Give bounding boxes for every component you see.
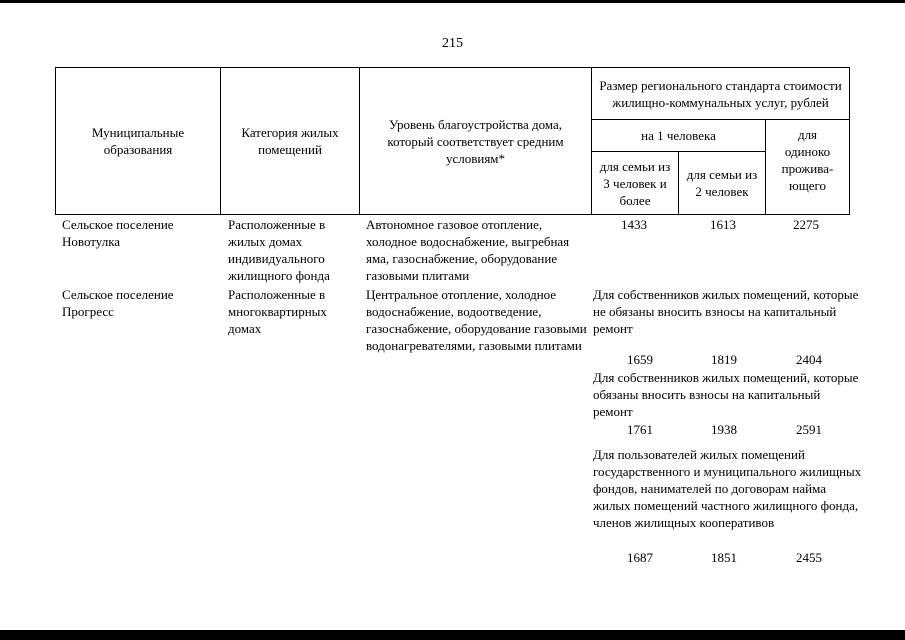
row2-group3-value-family2: 1851 bbox=[711, 550, 737, 565]
header-single-text: для одиноко прожива-ющего bbox=[781, 127, 834, 193]
row2-municipality: Сельское поселение Прогресс bbox=[62, 287, 174, 319]
row2-group2-value-single: 2591 bbox=[796, 422, 822, 437]
row2-group1-value-single: 2404 bbox=[796, 352, 822, 367]
header-amenities-text: Уровень благоустройства дома, который соответствует средним условиям* bbox=[387, 116, 564, 166]
row1-value-family3: 1433 bbox=[621, 217, 647, 232]
header-municipality-text: Муниципальные образования bbox=[91, 125, 185, 157]
header-amenities bbox=[359, 67, 592, 215]
row1-municipality: Сельское поселение Новотулка bbox=[62, 217, 174, 249]
top-scan-border bbox=[0, 0, 905, 3]
row2-group2-note: Для собственников жилых помещений, которые обязаны вносить взносы на капитальный ремонт bbox=[593, 370, 859, 419]
row2-group1-value-family2: 1819 bbox=[711, 352, 737, 367]
row2-group2-value-family3: 1761 bbox=[627, 422, 653, 437]
header-per-person-text: на 1 человека bbox=[641, 128, 716, 143]
header-family3-text: для семьи из 3 человек и более bbox=[599, 158, 671, 208]
row2-group1-value-family3: 1659 bbox=[627, 352, 653, 367]
header-single bbox=[765, 119, 850, 215]
bottom-scan-border bbox=[0, 630, 905, 640]
header-municipality bbox=[55, 67, 221, 215]
row1-category: Расположенные в жилых домах индивидуального жилищного фонда bbox=[228, 217, 330, 283]
header-family2 bbox=[678, 151, 766, 215]
row1-amenities: Автономное газовое отопление, холодное водоснабжение, выгребная яма, газоснабжение, оборудование газовыми плитами bbox=[366, 217, 570, 283]
page-number: 215 bbox=[442, 36, 463, 51]
row2-category: Расположенные в многоквартирных домах bbox=[228, 287, 327, 336]
row2-group3-note: Для пользователей жилых помещений государственного и муниципального жилищных фондов, нанимателей по договорам найма жилых помещений частного жилищного фонда, членов жилищных кооперативов bbox=[593, 447, 862, 530]
row2-group1-note: Для собственников жилых помещений, которые не обязаны вносить взносы на капитальный ремонт bbox=[593, 287, 859, 336]
row1-value-single: 2275 bbox=[793, 217, 819, 232]
row2-group3-value-family3: 1687 bbox=[627, 550, 653, 565]
header-category-text: Категория жилых помещений bbox=[241, 125, 339, 157]
row2-amenities: Центральное отопление, холодное водоснабжение, водоотведение, газоснабжение, оборудование газовыми водонагревателями, газовыми плитами bbox=[366, 287, 587, 353]
header-per-person bbox=[591, 119, 766, 152]
row1-value-family2: 1613 bbox=[710, 217, 736, 232]
header-category bbox=[220, 67, 360, 215]
header-family2-text: для семьи из 2 человек bbox=[686, 167, 758, 199]
row2-group3-value-single: 2455 bbox=[796, 550, 822, 565]
row2-group2-value-family2: 1938 bbox=[711, 422, 737, 437]
header-family3 bbox=[591, 151, 679, 215]
header-standard bbox=[591, 67, 850, 120]
header-standard-text: Размер регионального стандарта стоимости жилищно-коммунальных услуг, рублей bbox=[599, 77, 842, 110]
